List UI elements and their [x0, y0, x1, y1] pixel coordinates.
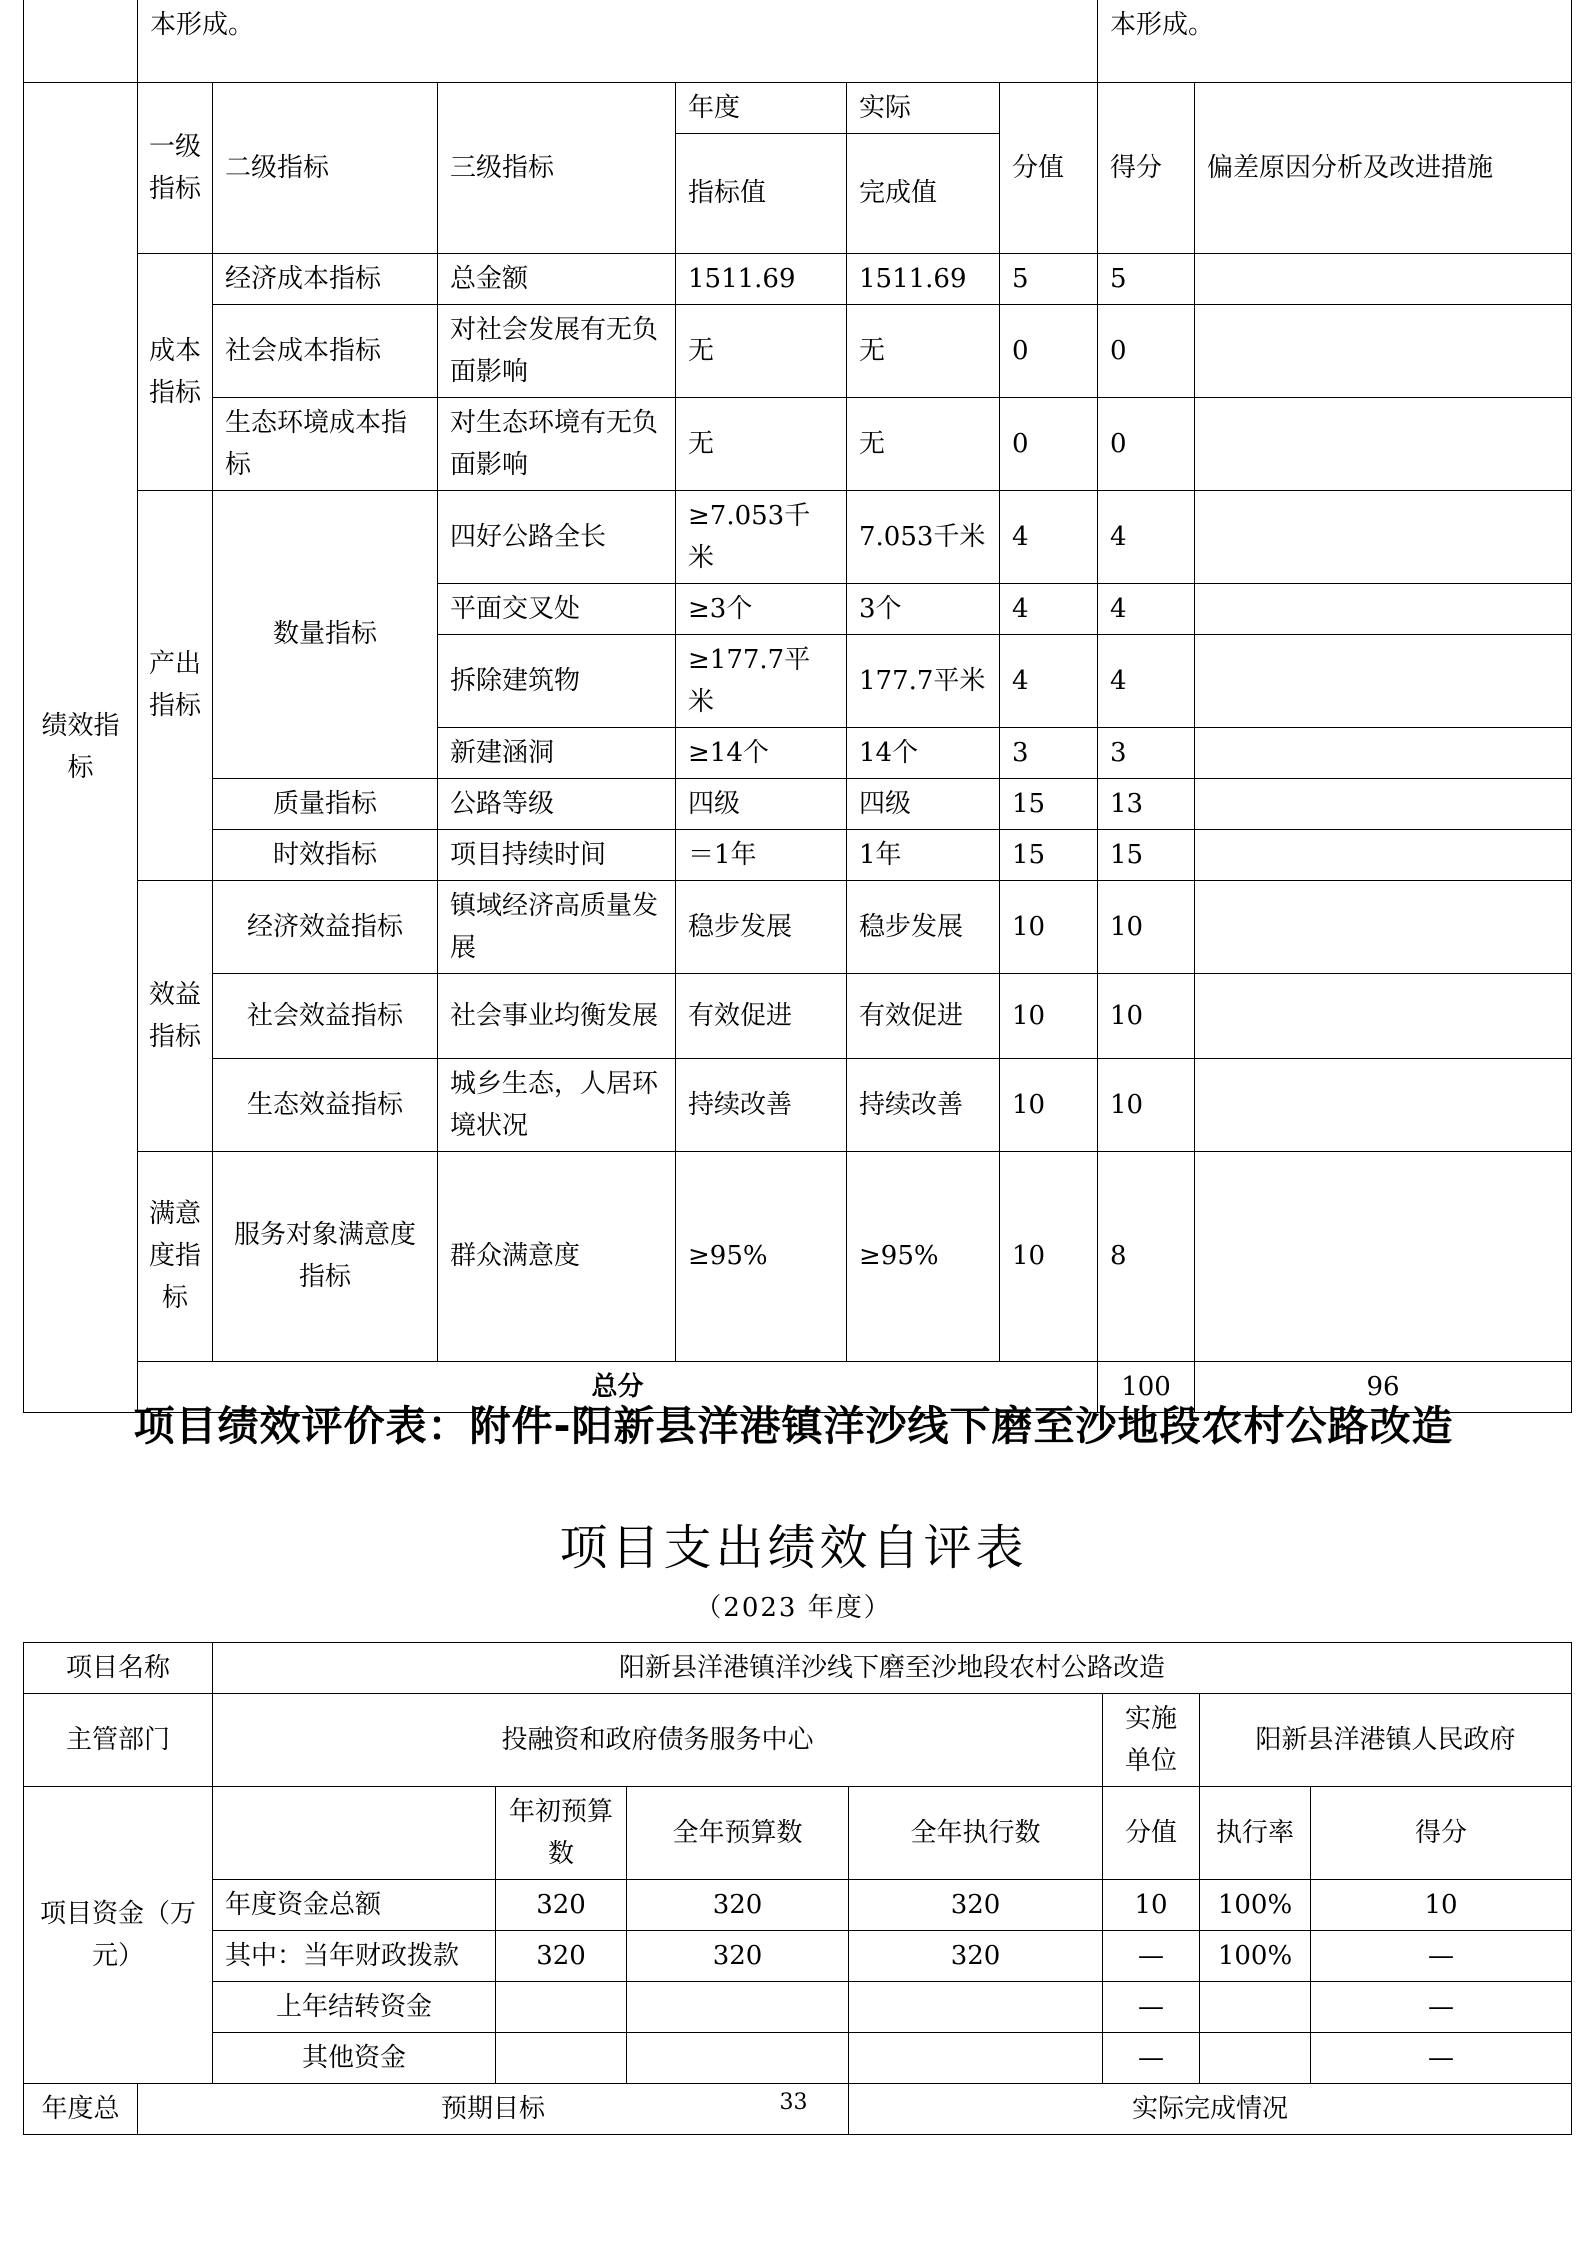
level2-cell: 社会效益指标: [213, 973, 438, 1058]
section-heading: 项目绩效评价表：附件-阳新县洋港镇洋沙线下磨至沙地段农村公路改造: [133, 1402, 1454, 1450]
actual-cell: ≥95%: [847, 1151, 1000, 1361]
rate-cell: [1200, 2033, 1311, 2084]
col-initial-budget: 年初预算数: [496, 1787, 627, 1880]
exec-cell: 320: [849, 1931, 1103, 1982]
score-cell: 15: [1098, 829, 1195, 880]
score-cell: —: [1311, 2033, 1572, 2084]
score-cell: 10: [1098, 1058, 1195, 1151]
table-row: [24, 490, 1572, 583]
dept-value: 投融资和政府债务服务中心: [213, 1694, 1103, 1787]
rate-cell: [1200, 1982, 1311, 2033]
rate-cell: 100%: [1200, 1931, 1311, 1982]
impl-value: 阳新县洋港镇人民政府: [1200, 1694, 1572, 1787]
note-cell: [1195, 583, 1572, 634]
header-target-value: 指标值: [676, 133, 847, 253]
level3-cell: 对生态环境有无负面影响: [438, 397, 676, 490]
actual-cell: 14个: [847, 727, 1000, 778]
continuation-text-left: 本形成。: [138, 0, 1098, 82]
exec-cell: [849, 2033, 1103, 2084]
score-cell: —: [1311, 1982, 1572, 2033]
value-cell: 5: [1000, 253, 1098, 304]
project-name-label: 项目名称: [24, 1643, 213, 1694]
form-title: 项目支出绩效自评表: [559, 1520, 1028, 1576]
note-cell: [1195, 304, 1572, 397]
score-cell: —: [1311, 1931, 1572, 1982]
actual-cell: 有效促进: [847, 973, 1000, 1058]
score-cell: 0: [1098, 397, 1195, 490]
value-cell: 10: [1103, 1880, 1200, 1931]
level3-cell: 社会事业均衡发展: [438, 973, 676, 1058]
table-row: [24, 2033, 1572, 2084]
level3-cell: 拆除建筑物: [438, 634, 676, 727]
score-cell: 10: [1311, 1880, 1572, 1931]
target-cell: ≥177.7平米: [676, 634, 847, 727]
actual-cell: 持续改善: [847, 1058, 1000, 1151]
actual-cell: 无: [847, 397, 1000, 490]
score-cell: 3: [1098, 727, 1195, 778]
fund-row-label: 其他资金: [213, 2033, 496, 2084]
empty-cell: [24, 0, 138, 82]
value-cell: 0: [1000, 397, 1098, 490]
score-cell: 10: [1098, 973, 1195, 1058]
header-level2: 二级指标: [213, 82, 438, 253]
level3-cell: 四好公路全长: [438, 490, 676, 583]
actual-cell: 1年: [847, 829, 1000, 880]
target-cell: 无: [676, 397, 847, 490]
value-cell: 10: [1000, 973, 1098, 1058]
value-cell: 15: [1000, 829, 1098, 880]
level2-cell: 质量指标: [213, 778, 438, 829]
fund-row-label: 上年结转资金: [213, 1982, 496, 2033]
note-cell: [1195, 829, 1572, 880]
actual-cell: 7.053千米: [847, 490, 1000, 583]
value-cell: 4: [1000, 634, 1098, 727]
level3-cell: 平面交叉处: [438, 583, 676, 634]
actual-cell: 3个: [847, 583, 1000, 634]
actual-cell: 稳步发展: [847, 880, 1000, 973]
note-cell: [1195, 253, 1572, 304]
target-cell: 有效促进: [676, 973, 847, 1058]
header-score-got: 得分: [1098, 82, 1195, 253]
full-cell: [627, 1982, 849, 2033]
total-label: 总分: [138, 1361, 1098, 1412]
table-row: [24, 1151, 1572, 1361]
score-cell: 13: [1098, 778, 1195, 829]
initial-cell: 320: [496, 1880, 627, 1931]
target-cell: 稳步发展: [676, 880, 847, 973]
level2-cell: 经济效益指标: [213, 880, 438, 973]
actual-cell: 1511.69: [847, 253, 1000, 304]
table-row: [24, 253, 1572, 304]
target-cell: 1511.69: [676, 253, 847, 304]
table-row: [24, 1931, 1572, 1982]
header-deviation: 偏差原因分析及改进措施: [1195, 82, 1572, 253]
actual-cell: 177.7平米: [847, 634, 1000, 727]
header-actual: 实际: [847, 82, 1000, 133]
actual-completion-header: 实际完成情况: [849, 2084, 1572, 2135]
header-actual-value: 完成值: [847, 133, 1000, 253]
target-cell: ≥3个: [676, 583, 847, 634]
dept-label: 主管部门: [24, 1694, 213, 1787]
score-cell: 10: [1098, 880, 1195, 973]
level2-cell: 数量指标: [213, 490, 438, 778]
target-cell: 持续改善: [676, 1058, 847, 1151]
actual-cell: 无: [847, 304, 1000, 397]
table-row: [24, 304, 1572, 397]
empty-cell: [213, 1787, 496, 1880]
table-row: [24, 1982, 1572, 2033]
table-row: [24, 973, 1572, 1058]
col-rate: 执行率: [1200, 1787, 1311, 1880]
exec-cell: 320: [849, 1880, 1103, 1931]
score-cell: 8: [1098, 1151, 1195, 1361]
level2-cell: 社会成本指标: [213, 304, 438, 397]
level3-cell: 对社会发展有无负面影响: [438, 304, 676, 397]
note-cell: [1195, 727, 1572, 778]
level2-cell: 经济成本指标: [213, 253, 438, 304]
note-cell: [1195, 880, 1572, 973]
score-cell: 4: [1098, 634, 1195, 727]
level2-cell: 服务对象满意度指标: [213, 1151, 438, 1361]
score-cell: 0: [1098, 304, 1195, 397]
group-satisfaction: 满意度指标: [138, 1151, 213, 1361]
value-cell: 3: [1000, 727, 1098, 778]
table-row: [24, 829, 1572, 880]
project-name: 阳新县洋港镇洋沙线下磨至沙地段农村公路改造: [213, 1643, 1572, 1694]
value-cell: 15: [1000, 778, 1098, 829]
score-cell: 4: [1098, 490, 1195, 583]
note-cell: [1195, 973, 1572, 1058]
target-cell: 四级: [676, 778, 847, 829]
value-cell: —: [1103, 2033, 1200, 2084]
value-cell: 4: [1000, 583, 1098, 634]
level3-cell: 总金额: [438, 253, 676, 304]
full-cell: 320: [627, 1931, 849, 1982]
value-cell: 10: [1000, 1151, 1098, 1361]
target-cell: ≥7.053千米: [676, 490, 847, 583]
full-cell: [627, 2033, 849, 2084]
col-score: 得分: [1311, 1787, 1572, 1880]
continuation-text-right: 本形成。: [1098, 0, 1572, 82]
impl-label: 实施单位: [1103, 1694, 1200, 1787]
group-output: 产出指标: [138, 490, 213, 880]
total-value: 100: [1098, 1361, 1195, 1412]
target-cell: ≥14个: [676, 727, 847, 778]
group-cost: 成本指标: [138, 253, 213, 490]
initial-cell: 320: [496, 1931, 627, 1982]
actual-cell: 四级: [847, 778, 1000, 829]
page-number: 33: [779, 2090, 808, 2115]
note-cell: [1195, 490, 1572, 583]
header-level3: 三级指标: [438, 82, 676, 253]
target-cell: 无: [676, 304, 847, 397]
expected-goal-header: 预期目标: [138, 2084, 849, 2135]
header-year: 年度: [676, 82, 847, 133]
value-cell: 10: [1000, 1058, 1098, 1151]
initial-cell: [496, 2033, 627, 2084]
level3-cell: 镇域经济高质量发展: [438, 880, 676, 973]
form-year: （2023 年度）: [695, 1593, 892, 1623]
table-row: [24, 397, 1572, 490]
performance-indicator-table: [23, 0, 1572, 1413]
performance-label: 绩效指标: [24, 82, 138, 1412]
note-cell: [1195, 778, 1572, 829]
table-row: [24, 778, 1572, 829]
level2-cell: 生态环境成本指标: [213, 397, 438, 490]
value-cell: —: [1103, 1982, 1200, 2033]
score-cell: 4: [1098, 583, 1195, 634]
value-cell: 0: [1000, 304, 1098, 397]
level2-cell: 生态效益指标: [213, 1058, 438, 1151]
level3-cell: 新建涵洞: [438, 727, 676, 778]
header-score-value: 分值: [1000, 82, 1098, 253]
expenditure-self-evaluation-table: [23, 1642, 1572, 2135]
level3-cell: 项目持续时间: [438, 829, 676, 880]
exec-cell: [849, 1982, 1103, 2033]
rate-cell: 100%: [1200, 1880, 1311, 1931]
value-cell: 4: [1000, 490, 1098, 583]
col-value: 分值: [1103, 1787, 1200, 1880]
col-full-budget: 全年预算数: [627, 1787, 849, 1880]
header-level1: 一级指标: [138, 82, 213, 253]
initial-cell: [496, 1982, 627, 2033]
note-cell: [1195, 634, 1572, 727]
annual-label: 年度总: [24, 2084, 138, 2135]
fund-row-label: 年度资金总额: [213, 1880, 496, 1931]
level2-cell: 时效指标: [213, 829, 438, 880]
table-row: [24, 1880, 1572, 1931]
col-executed: 全年执行数: [849, 1787, 1103, 1880]
level3-cell: 公路等级: [438, 778, 676, 829]
table-row: [24, 880, 1572, 973]
funds-label: 项目资金（万元）: [24, 1787, 213, 2084]
level3-cell: 群众满意度: [438, 1151, 676, 1361]
note-cell: [1195, 397, 1572, 490]
value-cell: 10: [1000, 880, 1098, 973]
table-row: [24, 1058, 1572, 1151]
note-cell: [1195, 1151, 1572, 1361]
full-cell: 320: [627, 1880, 849, 1931]
target-cell: ＝1年: [676, 829, 847, 880]
score-cell: 5: [1098, 253, 1195, 304]
target-cell: ≥95%: [676, 1151, 847, 1361]
group-benefit: 效益指标: [138, 880, 213, 1151]
value-cell: —: [1103, 1931, 1200, 1982]
level3-cell: 城乡生态，人居环境状况: [438, 1058, 676, 1151]
total-score: 96: [1195, 1361, 1572, 1412]
fund-row-label: 其中：当年财政拨款: [213, 1931, 496, 1982]
note-cell: [1195, 1058, 1572, 1151]
